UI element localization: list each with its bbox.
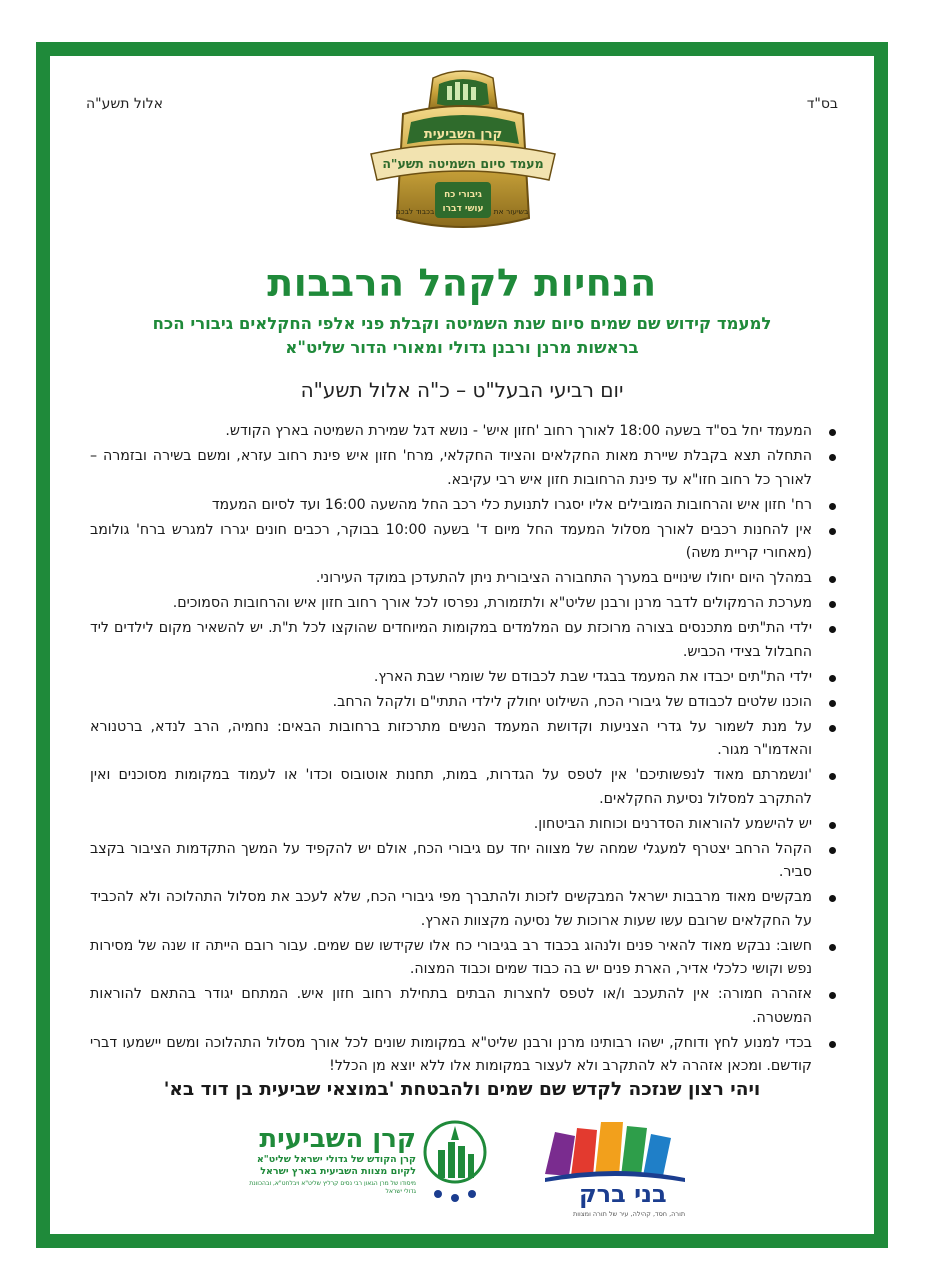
guideline-item bbox=[90, 617, 838, 664]
bullet-icon bbox=[829, 847, 836, 854]
guideline-item bbox=[90, 519, 838, 566]
keren-hashviit-logo bbox=[250, 1116, 490, 1216]
subtitle-line-1: למעמד קידוש שם שמים סיום שנת השמיטה וקבלת פני אלפי החקלאים גיבורי הכח bbox=[152, 314, 772, 333]
guideline-text: רח' חזון איש והרחובות המובילים אליו יסגרו לתנועת כלי רכב החל מהשעה 16:00 ועד לסיום המעמד bbox=[211, 496, 812, 513]
emblem-bottom-left: בכבוד לבכם bbox=[395, 207, 435, 216]
guideline-text: מבקשים מאוד מרבבות ישראל המבקשים לזכות ולהתברך מפי גיבורי הכח, שלא לעכב את מסלול התהלוכה ולא להכביד על החקלאים שרובם עשו שעות ארוכות של נסיעה מקצוות הארץ. bbox=[90, 889, 812, 929]
guideline-item bbox=[90, 1032, 838, 1079]
guideline-text: חשוב: נבקש מאוד להאיר פנים ולנהוג בכבוד רב בגיבורי כח אלו שקידשו שם שמים. עבור רובם הייתה זו שנה של מסירות נפש וקושי כלכלי אדיר, הארת פנים יש בה כבוד שמים וכבוד המצוה. bbox=[90, 937, 812, 977]
guideline-item bbox=[90, 935, 838, 982]
hebrew-date-corner: אלול תשע"ה bbox=[86, 96, 164, 112]
emblem-center-text-1: גיבורי כח bbox=[444, 190, 482, 200]
emblem-bottom-right: בשיעור את bbox=[493, 207, 529, 216]
bsd-label: בס"ד bbox=[806, 96, 838, 112]
bullet-icon bbox=[829, 528, 836, 535]
guideline-text: ילדי הת"תים יכבדו את המעמד בבגדי שבת לכבודם של שומרי שבת הארץ. bbox=[373, 668, 812, 685]
bullet-icon bbox=[829, 700, 836, 707]
guideline-text: אזהרה חמורה: אין להתעכב ו/או לטפס לחצרות הבתים בתחילת רחוב חזון איש. המתחם יגודר בהתאם להוראות המשטרה. bbox=[90, 986, 812, 1026]
keren-emblem-icon bbox=[420, 1116, 490, 1212]
guideline-item bbox=[90, 420, 838, 444]
guideline-text: יש להישמע להוראות הסדרנים וכוחות הביטחון. bbox=[533, 815, 812, 832]
keren-line-2: לקיום מצוות השביעית בארץ ישראל bbox=[260, 1166, 416, 1177]
page-subtitle bbox=[70, 312, 854, 360]
keren-title: קרן השביעית bbox=[259, 1124, 416, 1154]
guideline-item bbox=[90, 567, 838, 591]
guideline-item bbox=[90, 691, 838, 715]
page-title: הנחיות לקהל הרבבות bbox=[267, 261, 657, 305]
emblem-top-text: קרן השביעית bbox=[423, 127, 503, 142]
guideline-text: הוכנו שלטים לכבודם של גיבורי הכח, השילוט יחולק לילדי התתי"ם ולקהל הרחב. bbox=[332, 693, 812, 710]
guideline-text: מערכת הרמקולים לדבר מרנן ורבנן שליט"א ולתזמורת, נפרסו לכל אורך רחוב חזון איש והרחובות הסמוכים. bbox=[172, 595, 812, 611]
bullet-icon bbox=[829, 675, 836, 682]
closing-blessing: ויהי רצון שנזכה לקדש שם שמים ולהבטחת 'במוצאי שביעית בן דוד בא' bbox=[163, 1079, 761, 1100]
guideline-item bbox=[90, 764, 838, 811]
bullet-icon bbox=[829, 429, 836, 436]
guidelines-list bbox=[90, 420, 838, 1080]
guideline-item bbox=[90, 983, 838, 1030]
page-frame bbox=[36, 42, 888, 1248]
bullet-icon bbox=[829, 576, 836, 583]
bullet-icon bbox=[829, 503, 836, 510]
guideline-text: על מנת לשמור על גדרי הצניעות וקדושת המעמד הנשים מתרכזות ברחובות הבאים: נחמיה, הרב לנדא, ברטנורא והאדמו"ר מגור. bbox=[90, 718, 812, 758]
guideline-item bbox=[90, 445, 838, 492]
event-date: יום רביעי הבעל"ט – כ"ה אלול תשע"ה bbox=[300, 378, 624, 402]
guideline-text: התחלה תצא בקבלת שיירת מאות החקלאים והציוד החקלאי, מרח' חזון איש פינת רחוב עזרא, ומשם בשירה ובזמרה – לאורך כל רחוב חזו"א עד פינת הרחובות חזון איש רבי עקיבא. bbox=[90, 448, 812, 488]
guideline-text: ילדי הת"תים מתכנסים בצורה מרוכזת עם המלמדים במקומות המיוחדים שהוקצו לכל ת"ת. יש להשאיר מקום לילדים ליד החבלול בצידי הכביש. bbox=[90, 620, 812, 660]
guideline-text: בכדי למנוע לחץ ודוחק, ישהו רבותינו מרנן ורבנן שליט"א במקומות שונים לכל אורך מסלול התהלוכה ומשם יישמעו דברי קודשם. ומכאן אזהרה לא להתקרב ולא לעצור במקומות אלו ללא יוצא מן הכלל! bbox=[90, 1034, 812, 1074]
guideline-text: במהלך היום יחולו שינויים במערך התחבורה הציבורית ניתן להתעדכן במוקד העירוני. bbox=[315, 570, 812, 586]
guideline-text: המעמד יחל בס"ד בשעה 18:00 לאורך רחוב 'חזון איש' - נושא דגל שמירת השמיטה בארץ הקודש. bbox=[225, 423, 812, 439]
bullet-icon bbox=[829, 454, 836, 461]
guideline-item bbox=[90, 592, 838, 616]
bullet-icon bbox=[829, 944, 836, 951]
bullet-icon bbox=[829, 626, 836, 633]
keren-fine-print: מיסודו של מרן הגאון רבי נסים קרליץ שליט"א ויבלחט"א, ובהכוונת גדולי ישראל bbox=[249, 1180, 416, 1195]
bnei-brak-book-icon bbox=[535, 1114, 695, 1184]
bullet-icon bbox=[829, 895, 836, 902]
emblem-center-text-2: עושי דברו bbox=[442, 204, 484, 214]
bnei-brak-tagline: תורה, חסד, קהילה, עיר של תורה ומצוות bbox=[573, 1210, 686, 1218]
guideline-item bbox=[90, 813, 838, 837]
bnei-brak-logo bbox=[535, 1114, 695, 1222]
guideline-item bbox=[90, 666, 838, 690]
bullet-icon bbox=[829, 773, 836, 780]
guideline-item bbox=[90, 886, 838, 933]
guideline-item bbox=[90, 716, 838, 763]
guideline-text: הקהל הרחב יצטרף למעגלי שמחה של מצווה יחד עם גיבורי הכח, אולם יש להקפיד על המשך התקדמות הציבור בקצב סביר. bbox=[90, 840, 812, 880]
subtitle-line-2: בראשות מרנן ורבנן גדולי ומאורי הדור שליט"א bbox=[285, 338, 639, 357]
guideline-text: אין להחנות רכבים לאורך מסלול המעמד החל מיום ד' בשעה 10:00 בבוקר, רכבים חונים יגררו למגרש ברח' גולומב (מאחורי קריית משה) bbox=[90, 521, 812, 561]
bullet-icon bbox=[829, 725, 836, 732]
event-emblem-logo bbox=[363, 68, 563, 244]
guideline-text: 'ונשמרתם מאוד לנפשותיכם' אין לטפס על הגדרות, במות, תחנות אוטובוס וכדו' או לעמוד במקומות מסוכנים ואין להתקרב למסלול נסיעת החקלאים. bbox=[90, 767, 812, 807]
bullet-icon bbox=[829, 822, 836, 829]
bullet-icon bbox=[829, 1041, 836, 1048]
emblem-ribbon-text: מעמד סיום השמיטה תשע"ה bbox=[382, 156, 544, 171]
keren-line-1: קרן הקודש של גדולי ישראל שליט"א bbox=[256, 1154, 416, 1165]
guideline-item bbox=[90, 494, 838, 518]
bullet-icon bbox=[829, 601, 836, 608]
bullet-icon bbox=[829, 992, 836, 999]
bnei-brak-name: בני ברק bbox=[579, 1180, 667, 1208]
guideline-item bbox=[90, 838, 838, 885]
